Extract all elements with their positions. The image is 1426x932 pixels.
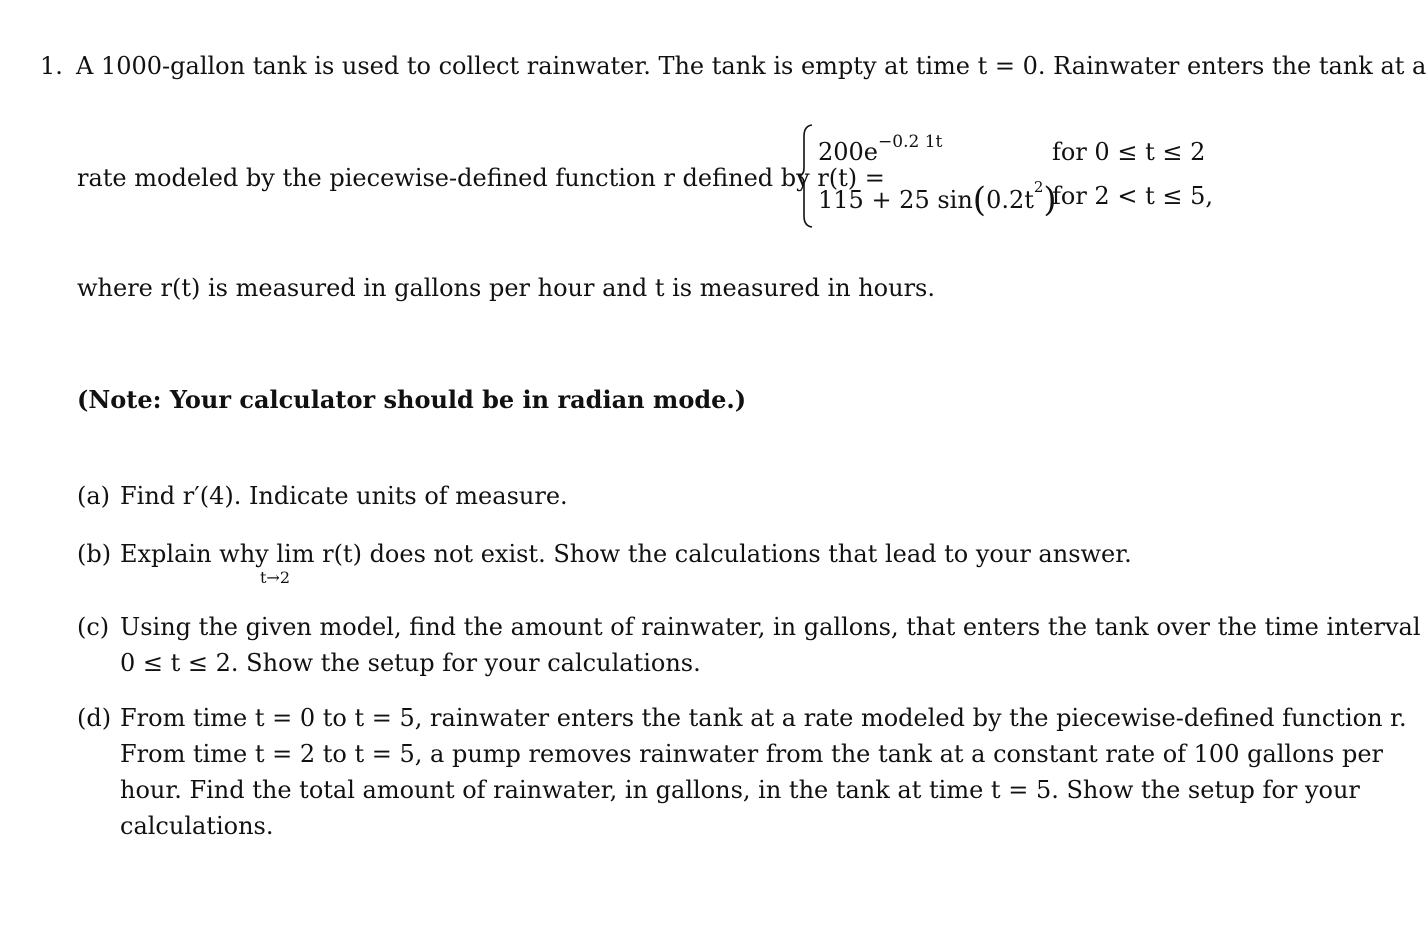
part-a <box>77 482 568 510</box>
part-d-line-3: hour. Find the total amount of rainwater, in gallons, in the tank at time t = 5. Show the setup for your <box>120 776 1360 804</box>
part-c-label: (c) <box>77 613 110 641</box>
limit-subscript: t→2 <box>260 568 291 587</box>
piecewise-condition-1: for 0 ≤ t ≤ 2 <box>1052 138 1206 166</box>
part-d <box>77 704 1407 732</box>
part-c-line-2: 0 ≤ t ≤ 2. Show the setup for your calculations. <box>120 649 701 677</box>
piecewise-brace <box>799 124 813 228</box>
part-b <box>77 540 1132 568</box>
left-paren: ( <box>972 180 987 220</box>
problem-intro-line <box>40 52 1426 80</box>
piecewise-case-1 <box>818 132 943 166</box>
part-d-line-2: From time t = 2 to t = 5, a pump removes rainwater from the tank at a constant rate of 100 gallons per <box>120 740 1383 768</box>
calculator-note: (Note: Your calculator should be in radian mode.) <box>77 385 747 414</box>
case-1-base: 200e <box>818 138 879 166</box>
part-d-line-4: calculations. <box>120 812 274 840</box>
case-2-inner-exponent: 2 <box>1033 178 1044 196</box>
rate-definition-text: rate modeled by the piecewise-defined function r defined by r(t) = <box>77 164 885 192</box>
piecewise-condition-2: for 2 < t ≤ 5, <box>1052 182 1213 210</box>
problem-number: 1. <box>40 52 63 80</box>
part-a-label: (a) <box>77 482 111 510</box>
part-c-line-1: Using the given model, find the amount of rainwater, in gallons, that enters the tank over the time interval <box>120 613 1421 641</box>
case-2-prefix: 115 + 25 sin <box>818 186 973 214</box>
part-b-label: (b) <box>77 540 112 568</box>
part-d-label: (d) <box>77 704 112 732</box>
piecewise-case-2 <box>818 180 1057 220</box>
case-1-exponent: −0.2 1t <box>878 132 943 152</box>
units-statement: where r(t) is measured in gallons per hour and t is measured in hours. <box>77 274 935 302</box>
right-paren: ) <box>1043 180 1057 220</box>
problem-intro-text: A 1000-gallon tank is used to collect rainwater. The tank is empty at time t = 0. Rainwater enters the tank at a <box>76 52 1426 80</box>
part-c <box>77 613 1421 641</box>
part-d-line-1: From time t = 0 to t = 5, rainwater enters the tank at a rate modeled by the piecewise-defined function r. <box>120 704 1407 732</box>
part-b-text: Explain why lim r(t) does not exist. Show the calculations that lead to your answer. <box>120 540 1132 568</box>
case-2-inner: 0.2t <box>986 186 1034 214</box>
part-a-text: Find r′(4). Indicate units of measure. <box>120 482 568 510</box>
